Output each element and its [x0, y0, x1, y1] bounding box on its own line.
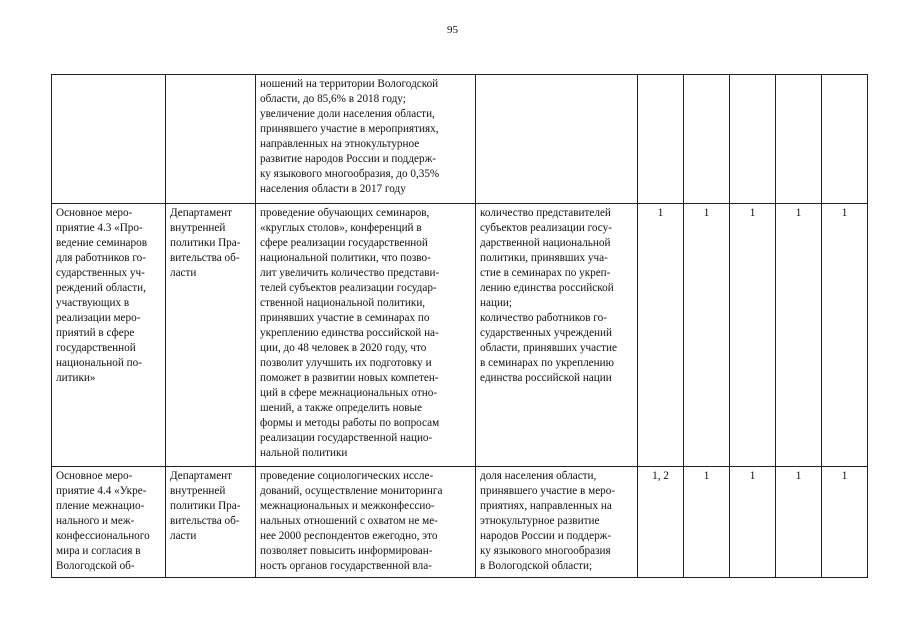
- text-line: политики Пра-: [170, 500, 241, 512]
- text-line: лит увеличить количество представи-: [260, 267, 440, 279]
- text-line: вительства об-: [170, 515, 240, 527]
- text-line: области, до 85,6% в 2018 году;: [260, 93, 406, 105]
- text-line: сударственных уч-: [56, 267, 145, 279]
- text-line: в Вологодской области;: [480, 560, 593, 572]
- event-cell: [52, 75, 166, 204]
- text-line: сфере реализации государственной: [260, 237, 428, 249]
- text-line: направленных на этнокультурное: [260, 138, 420, 150]
- executor-cell: [166, 75, 256, 204]
- text-line: для работников го-: [56, 252, 146, 264]
- text-line: развитие народов России и поддерж-: [260, 153, 437, 165]
- text-line: ведение семинаров: [56, 237, 147, 249]
- text-line: Департамент: [170, 470, 233, 482]
- text-line: ласти: [170, 530, 197, 542]
- value-cell: 1, 2: [638, 467, 684, 578]
- text-line: количество представителей: [480, 207, 611, 219]
- text-line: принявших участие в семинарах по: [260, 312, 430, 324]
- text-line: межнациональных и межконфессио-: [260, 500, 435, 512]
- text-line: Основное меро-: [56, 470, 133, 482]
- event-cell: [52, 204, 166, 467]
- table-row: [52, 204, 868, 467]
- program-table: [51, 74, 868, 578]
- text-line: области, принявших участие: [480, 342, 617, 354]
- text-line: телей субъектов реализации государ-: [260, 282, 437, 294]
- value-cell: 1: [684, 467, 730, 578]
- text-line: поможет в развитии новых компетен-: [260, 372, 439, 384]
- indicator-cell: [476, 204, 638, 467]
- text-line: внутренней: [170, 485, 226, 497]
- text-line: увеличение доли населения области,: [260, 108, 435, 120]
- text-line: приятий в сфере: [56, 327, 135, 339]
- text-line: населения области в 2017 году: [260, 183, 406, 195]
- text-line: позволит улучшить их подготовку и: [260, 357, 432, 369]
- text-line: нации;: [480, 297, 513, 309]
- text-line: количество работников го-: [480, 312, 607, 324]
- text-line: нее 2000 респондентов ежегодно, это: [260, 530, 438, 542]
- text-line: народов России и поддерж-: [480, 530, 612, 542]
- text-line: участвующих в: [56, 297, 130, 309]
- executor-cell: [166, 467, 256, 578]
- text-line: приятие 4.4 «Укре-: [56, 485, 147, 497]
- text-line: позволяет повысить информирован-: [260, 545, 433, 557]
- text-line: внутренней: [170, 222, 226, 234]
- text-line: принявшего участие в мероприятиях,: [260, 123, 439, 135]
- text-line: дарственной национальной: [480, 237, 611, 249]
- text-line: приятиях, направленных на: [480, 500, 612, 512]
- text-line: конфессионального: [56, 530, 150, 542]
- text-line: реждений области,: [56, 282, 146, 294]
- text-line: нального и меж-: [56, 515, 135, 527]
- value-cell: 1: [776, 204, 822, 467]
- text-line: в семинарах по укреплению: [480, 357, 614, 369]
- text-line: нальных отношений с охватом не ме-: [260, 515, 438, 527]
- value-cell: 1: [730, 204, 776, 467]
- text-line: государственной: [56, 342, 136, 354]
- text-line: шений, а также определить новые: [260, 402, 423, 414]
- value-cell: [822, 75, 868, 204]
- text-line: «круглых столов», конференций в: [260, 222, 422, 234]
- text-line: ций в сфере межнациональных отно-: [260, 387, 438, 399]
- text-line: ношений на территории Вологодской: [260, 78, 439, 90]
- text-line: литики»: [56, 372, 96, 384]
- text-line: лению единства российской: [480, 282, 614, 294]
- value-cell: [776, 75, 822, 204]
- text-line: сударственных учреждений: [480, 327, 613, 339]
- text-line: ции, до 48 человек в 2020 году, что: [260, 342, 427, 354]
- text-line: проведение обучающих семинаров,: [260, 207, 430, 219]
- text-line: ку языкового многообразия: [480, 545, 611, 557]
- text-line: Вологодской об-: [56, 560, 135, 572]
- text-line: реализации меро-: [56, 312, 141, 324]
- page-number: 95: [447, 24, 458, 36]
- text-line: стие в семинарах по укреп-: [480, 267, 611, 279]
- text-line: национальной политики, что позво-: [260, 252, 431, 264]
- text-line: реализации государственной нацио-: [260, 432, 433, 444]
- value-cell: 1: [822, 467, 868, 578]
- text-line: вительства об-: [170, 252, 240, 264]
- text-line: единства российской нации: [480, 372, 612, 384]
- description-cell: [256, 204, 476, 467]
- value-cell: [730, 75, 776, 204]
- text-line: ность органов государственной вла-: [260, 560, 432, 572]
- value-cell: 1: [822, 204, 868, 467]
- text-line: пление межнацио-: [56, 500, 145, 512]
- value-cell: [638, 75, 684, 204]
- text-line: нальной политики: [260, 447, 348, 459]
- text-line: национальной по-: [56, 357, 142, 369]
- text-line: субъектов реализации госу-: [480, 222, 612, 234]
- text-line: ку языкового многообразия, до 0,35%: [260, 168, 440, 180]
- text-line: Департамент: [170, 207, 233, 219]
- text-line: укреплению единства российской на-: [260, 327, 439, 339]
- text-line: ласти: [170, 267, 197, 279]
- value-cell: 1: [638, 204, 684, 467]
- indicator-cell: [476, 75, 638, 204]
- indicator-cell: [476, 467, 638, 578]
- text-line: Основное меро-: [56, 207, 133, 219]
- text-line: ственной национальной политики,: [260, 297, 426, 309]
- text-line: формы и методы работы по вопросам: [260, 417, 440, 429]
- text-line: политики Пра-: [170, 237, 241, 249]
- text-line: доля населения области,: [480, 470, 597, 482]
- description-cell: [256, 75, 476, 204]
- value-cell: 1: [776, 467, 822, 578]
- text-line: политики, принявших уча-: [480, 252, 608, 264]
- event-cell: [52, 467, 166, 578]
- text-line: приятие 4.3 «Про-: [56, 222, 143, 234]
- text-line: мира и согласия в: [56, 545, 141, 557]
- table-row: [52, 467, 868, 578]
- text-line: этнокультурное развитие: [480, 515, 600, 527]
- value-cell: 1: [730, 467, 776, 578]
- executor-cell: [166, 204, 256, 467]
- text-line: проведение социологических иссле-: [260, 470, 434, 482]
- table-row: [52, 75, 868, 204]
- text-line: дований, осуществление мониторинга: [260, 485, 443, 497]
- value-cell: 1: [684, 204, 730, 467]
- description-cell: [256, 467, 476, 578]
- text-line: принявшего участие в меро-: [480, 485, 616, 497]
- value-cell: [684, 75, 730, 204]
